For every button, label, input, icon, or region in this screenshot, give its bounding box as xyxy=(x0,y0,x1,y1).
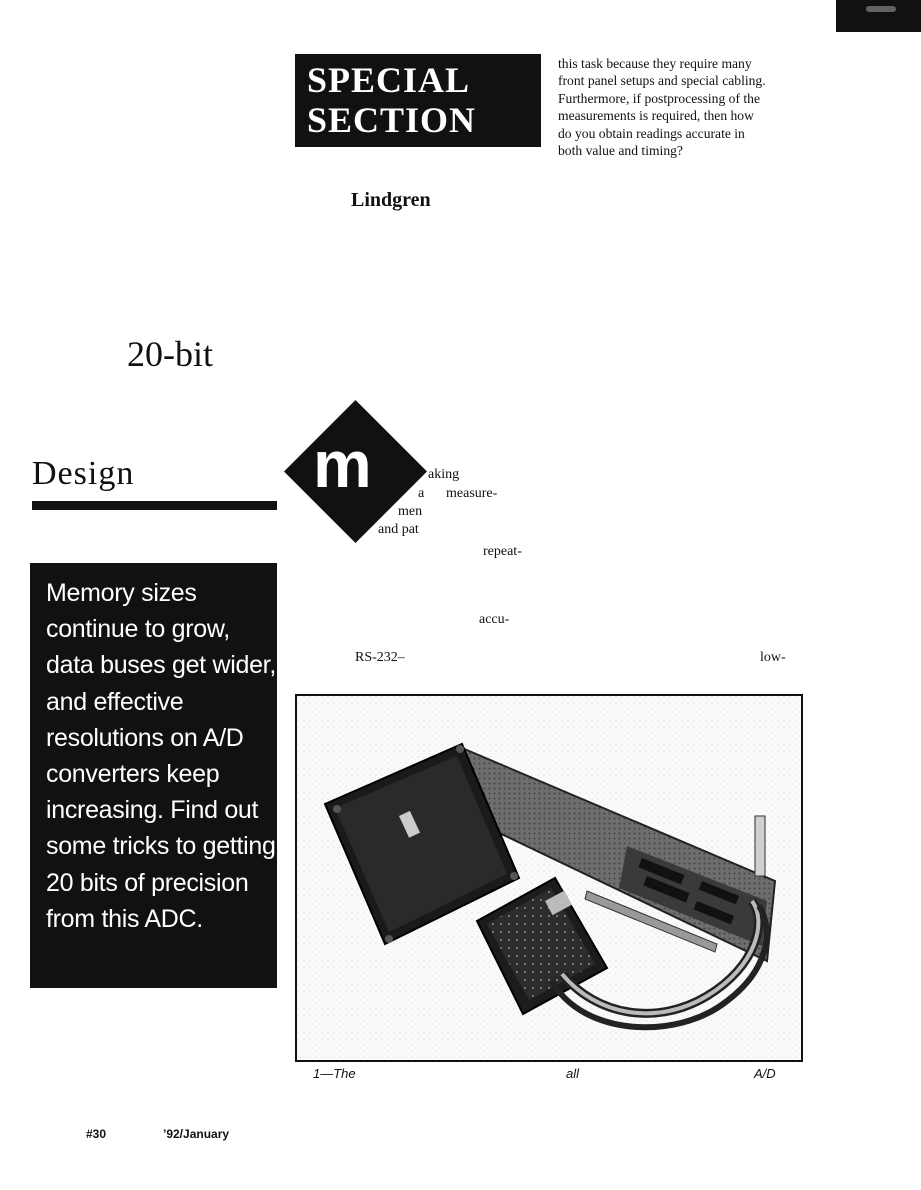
banner-line-1: SPECIAL xyxy=(307,60,471,100)
text-fragment: a xyxy=(418,486,425,501)
deck-line: from this ADC. xyxy=(46,904,203,933)
text-fragment: aking xyxy=(428,467,460,482)
text-fragment: low- xyxy=(760,650,786,665)
footer-issue: #30 xyxy=(86,1127,107,1141)
caption-figure-number: 1—The xyxy=(313,1066,356,1081)
deck-line: continue to grow, xyxy=(46,615,230,644)
text-fragment: and pat xyxy=(378,522,419,537)
article-title-design: Design xyxy=(32,455,135,492)
dropcap-letter: m xyxy=(313,427,372,501)
deck-line: data buses get wider, xyxy=(46,651,276,680)
page-footer xyxy=(86,1127,286,1145)
intro-line: Furthermore, if postprocessing of the xyxy=(558,90,760,106)
author-name: Lindgren xyxy=(351,189,431,211)
text-fragment: RS-232– xyxy=(355,650,405,665)
intro-line: front panel setups and special cabling. xyxy=(558,73,766,89)
text-fragment: measure- xyxy=(446,486,498,501)
deck-line: resolutions on A/D xyxy=(46,723,244,752)
deck-callout xyxy=(30,563,277,988)
caption-fragment: all xyxy=(566,1066,580,1081)
deck-line: Memory sizes xyxy=(46,579,197,607)
deck-line: 20 bits of precision xyxy=(46,868,249,897)
deck-line: some tricks to getting xyxy=(46,832,276,861)
figure-photo xyxy=(295,694,803,1062)
text-fragment: accu- xyxy=(479,612,510,627)
deck-line: increasing. Find out xyxy=(46,796,259,825)
intro-line: measurements is required, then how xyxy=(558,108,754,124)
intro-line: this task because they require many xyxy=(558,56,752,71)
footer-date: ’92/January xyxy=(163,1127,230,1141)
banner-line-2: SECTION xyxy=(307,100,477,140)
title-rule xyxy=(32,501,277,510)
deck-line: and effective xyxy=(46,687,184,716)
article-title-bits: 20-bit xyxy=(127,334,213,374)
text-fragment: repeat- xyxy=(483,544,522,559)
special-section-banner xyxy=(295,54,541,147)
intro-paragraph xyxy=(558,55,798,159)
deck-line: converters keep xyxy=(46,760,220,789)
intro-line: do you obtain readings accurate in xyxy=(558,125,745,141)
board-photo-illustration xyxy=(297,696,801,1060)
text-fragment: men xyxy=(398,504,423,519)
intro-line: both value and timing? xyxy=(558,143,683,159)
corner-tab xyxy=(836,0,921,32)
caption-fragment: A/D xyxy=(754,1066,776,1081)
figure-caption xyxy=(313,1066,783,1084)
